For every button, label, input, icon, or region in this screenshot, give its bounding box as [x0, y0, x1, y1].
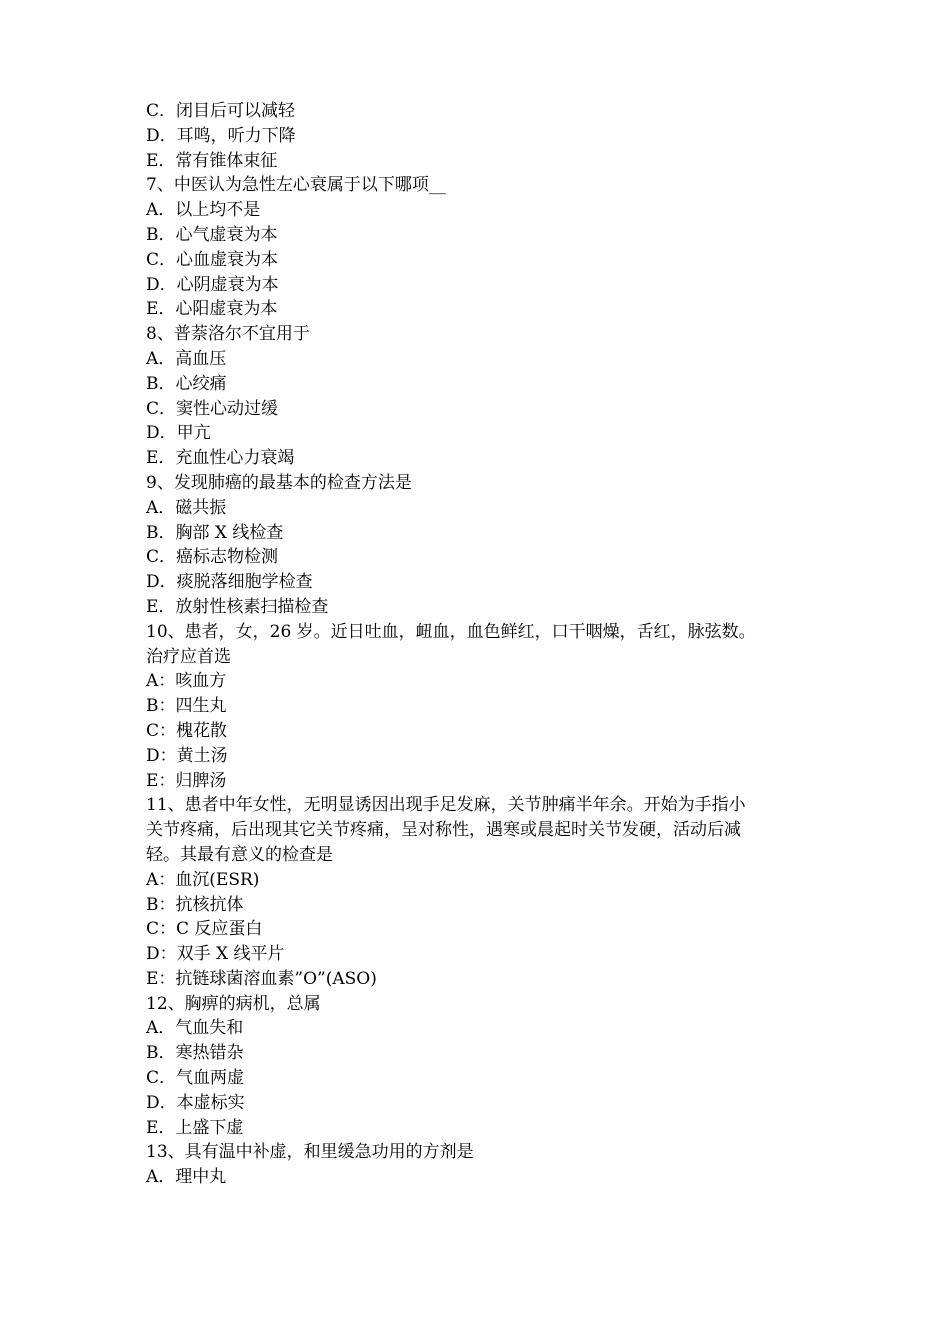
option-a: A．高血压: [146, 348, 227, 369]
option-d: D：黄土汤: [146, 745, 228, 766]
option-a: A：血沉(ESR): [146, 869, 260, 890]
option-a: A．理中丸: [146, 1167, 227, 1188]
question-10-cont: 治疗应首选: [146, 646, 231, 667]
option-d: D．甲亢: [146, 423, 211, 444]
question-7: 7、中医认为急性左心衰属于以下哪项__: [146, 175, 446, 196]
option-d: D．本虚标实: [146, 1092, 245, 1113]
text-line: D．耳鸣，听力下降: [146, 125, 296, 146]
option-e: E．心阳虚衰为本: [146, 299, 278, 320]
question-12: 12、胸痹的病机，总属: [146, 993, 321, 1014]
question-text-block: [146, 99, 826, 1190]
text-line: C．闭目后可以减轻: [146, 101, 296, 121]
option-e: E．上盛下虚: [146, 1117, 244, 1138]
option-a: A．磁共振: [146, 497, 227, 518]
option-d: D：双手 X 线平片: [146, 944, 285, 965]
option-c: C．气血两虚: [146, 1068, 245, 1089]
option-e: E．放射性核素扫描检查: [146, 596, 329, 617]
question-11-cont: 关节疼痛，后出现其它关节疼痛，呈对称性，遇寒或晨起时关节发硬，活动后减: [146, 820, 741, 841]
option-e: E：抗链球菌溶血素”O”(ASO): [146, 968, 377, 989]
option-d: D．痰脱落细胞学检查: [146, 572, 313, 593]
option-c: C．癌标志物检测: [146, 547, 279, 568]
option-c: C．心血虚衰为本: [146, 249, 279, 270]
question-11: 11、患者中年女性，无明显诱因出现手足发麻，关节肿痛半年余。开始为手指小: [146, 795, 746, 816]
question-8: 8、普萘洛尔不宜用于: [146, 324, 310, 345]
option-c: C：C 反应蛋白: [146, 919, 263, 940]
option-b: B：四生丸: [146, 696, 227, 717]
option-b: B．心气虚衰为本: [146, 224, 278, 245]
option-b: B：抗核抗体: [146, 894, 244, 915]
text-line: E．常有锥体束征: [146, 150, 278, 171]
option-c: C：槐花散: [146, 720, 228, 741]
question-9: 9、发现肺癌的最基本的检查方法是: [146, 472, 412, 493]
question-13: 13、具有温中补虚，和里缓急功用的方剂是: [146, 1142, 474, 1163]
option-c: C．窦性心动过缓: [146, 398, 279, 419]
option-d: D．心阴虚衰为本: [146, 274, 279, 295]
option-b: B．胸部 X 线检查: [146, 522, 284, 543]
option-a: A．气血失和: [146, 1018, 244, 1039]
question-11-cont: 轻。其最有意义的检查是: [146, 844, 333, 865]
question-10: 10、患者，女，26 岁。近日吐血，衄血，血色鲜红，口干咽燥，舌红，脉弦数。: [146, 621, 756, 642]
option-e: E：归脾汤: [146, 770, 227, 791]
option-a: A．以上均不是: [146, 200, 261, 221]
option-b: B．寒热错杂: [146, 1043, 244, 1064]
option-b: B．心绞痛: [146, 373, 227, 394]
option-e: E．充血性心力衰竭: [146, 448, 295, 469]
option-a: A：咳血方: [146, 671, 227, 692]
